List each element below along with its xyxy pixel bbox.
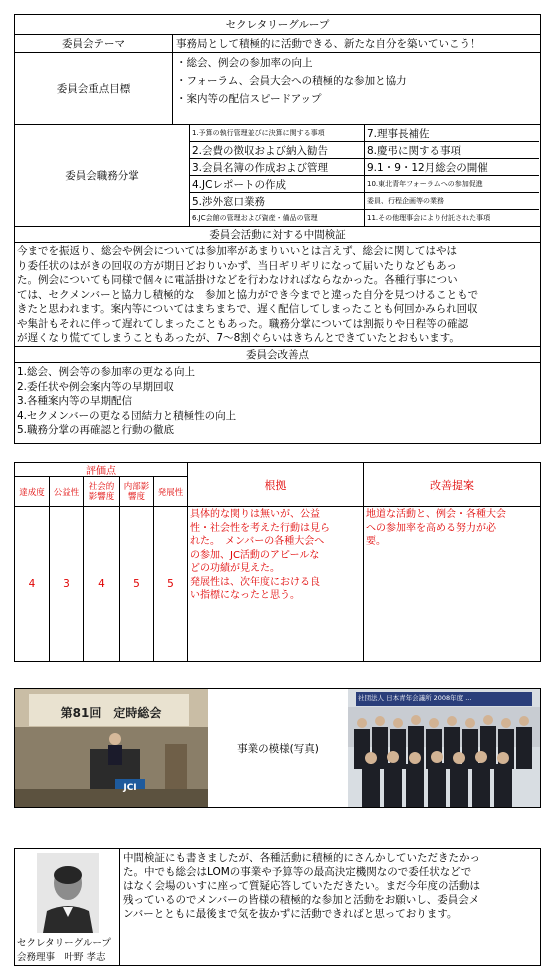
footer-line: 残っているのでメンバーの皆様の積極的な参加と活動をお願いし、委員会メ bbox=[123, 894, 480, 906]
goal-item: ・フォーラム、会員大会への積極的な参加と協力 bbox=[176, 75, 407, 87]
footer-message bbox=[121, 851, 540, 963]
duty-item: 7.理事長補佐 bbox=[365, 125, 539, 142]
duty-item: 委員、行程企画等の業務 bbox=[365, 193, 539, 210]
review-line: が遅くなり慌ててしまうこともあったが、7～8割ぐらいはきちんとできていたとおもいます。 bbox=[17, 332, 460, 344]
eval-header-social: 社会的影響度 bbox=[84, 477, 120, 507]
proposal-text bbox=[364, 507, 540, 661]
duty-item: 3.会員名簿の作成および管理 bbox=[190, 159, 365, 176]
review-line: や集計もそれに伴って遅れてしまったこともあった。職務分掌については割振りや日程等の確認 bbox=[17, 317, 469, 330]
duty-item: 9.1・9・12月総会の開催 bbox=[365, 159, 539, 176]
duty-item: 10.東北青年フォーラムへの参加促進 bbox=[365, 176, 539, 193]
duty-item: 11.その他理事会により付託された事項 bbox=[367, 214, 491, 222]
proposal-line: 要。 bbox=[366, 536, 386, 547]
photo-section bbox=[14, 688, 541, 808]
photo-banner-text: 第81回 定時総会 bbox=[60, 705, 162, 720]
basis-title: 根拠 bbox=[188, 463, 364, 507]
review-line: ては、セクメンバーと協力し積極的な 参加と協力ができ今までと違った自分を見つけることもで bbox=[17, 288, 479, 301]
photo-caption: 事業の模様(写真) bbox=[237, 742, 319, 755]
proposal-line: への参加率を高める努力が必 bbox=[366, 522, 496, 534]
duty-item: 2.会費の徴収および納入勧告 bbox=[190, 142, 365, 159]
portrait-caption-group: セクレタリーグループ bbox=[17, 938, 111, 949]
theme-label: 委員会テーマ bbox=[15, 35, 173, 53]
improve-title: 委員会改善点 bbox=[15, 347, 540, 363]
photo-general-meeting bbox=[15, 689, 208, 807]
duties-grid bbox=[190, 125, 540, 227]
theme-value: 事務局として積極的に活動できる、新たな自分を築いていこう！ bbox=[173, 35, 540, 53]
footer-line: ンバーとともに最後まで気を抜かずに活動できればと思っております。 bbox=[123, 908, 458, 920]
duties-label: 委員会職務分掌 bbox=[15, 125, 190, 227]
score-social: 4 bbox=[84, 507, 120, 661]
goal-item: ・総会、例会の参加率の向上 bbox=[176, 57, 313, 69]
footer-line: 中間検証にも書きましたが、各種活動に積極的にさんかしていただきたかっ bbox=[123, 852, 480, 864]
score-achievement: 4 bbox=[15, 507, 50, 661]
eval-header-public: 公益性 bbox=[50, 477, 84, 507]
duty-item: 5.渉外窓口業務 bbox=[190, 193, 365, 210]
improve-item: 5.職務分掌の再確認と行動の徹底 bbox=[17, 424, 175, 436]
proposal-title: 改善提案 bbox=[364, 463, 540, 507]
jci-logo: JCI bbox=[123, 783, 137, 793]
eval-header-growth: 発展性 bbox=[154, 477, 188, 507]
improve-item: 1.総会、例会等の参加率の更なる向上 bbox=[17, 366, 196, 378]
improve-item: 2.委任状や例会案内等の早期回収 bbox=[17, 380, 175, 393]
main-table bbox=[14, 14, 541, 444]
basis-line: れた。 メンバーの各種大会へ bbox=[190, 536, 325, 547]
improve-item: 4.セクメンバーの更なる団結力と積極性の向上 bbox=[17, 409, 237, 422]
footer-line: た。中でも総会はLOMの事業や予算等の最高決定機関なので委任状などで bbox=[123, 866, 472, 878]
duty-item: 1.予算の執行管理並びに決算に関する事項 bbox=[190, 125, 365, 142]
basis-line: 性・社会性を考えた行動は見ら bbox=[190, 522, 330, 534]
evaluation-table bbox=[14, 462, 541, 662]
score-public: 3 bbox=[50, 507, 84, 661]
duty-item: 6.JC会館の管理および資産・備品の管理 bbox=[190, 210, 365, 226]
goals-list bbox=[173, 53, 540, 125]
goals-label: 委員会重点目標 bbox=[15, 53, 173, 125]
score-internal: 5 bbox=[120, 507, 154, 661]
footer-section bbox=[14, 848, 541, 966]
basis-text bbox=[188, 507, 364, 661]
duty-item: 8.慶弔に関する事項 bbox=[365, 142, 539, 159]
review-line: り委任状のはがきの回収の方が期日どおりいかず、当日ギリギリになって届いたりなどもあっ bbox=[17, 259, 458, 272]
review-line: きたと思われます。案内等についてはまちまちで、遅く配信してしまったことも何回かみられ回収 bbox=[17, 303, 478, 315]
group-title: セクレタリーグループ bbox=[15, 15, 540, 35]
photo-group bbox=[348, 689, 540, 807]
eval-title: 評価点 bbox=[15, 463, 188, 477]
review-title: 委員会活動に対する中間検証 bbox=[15, 227, 540, 243]
proposal-line: 地道な活動と、例会・各種大会 bbox=[366, 509, 506, 520]
portrait-box bbox=[15, 849, 120, 965]
basis-line: い指標になったと思う。 bbox=[190, 590, 300, 601]
portrait-photo bbox=[37, 853, 99, 933]
basis-line: 具体的な関りは無いが、公益 bbox=[190, 509, 320, 520]
improve-item: 3.各種案内等の早期配信 bbox=[17, 395, 133, 407]
footer-line: はなく会場のいすに座って質疑応答していただきたい。まだ今年度の活動は bbox=[123, 880, 480, 892]
photo-banner-text: 社団法人 日本青年会議所 2008年度 ... bbox=[358, 694, 472, 702]
portrait-caption-name: 会務理事 叶野 孝志 bbox=[17, 952, 106, 963]
review-body bbox=[15, 243, 540, 347]
basis-line: どの功績が見えた。 bbox=[190, 563, 280, 574]
improve-list bbox=[15, 363, 540, 443]
score-growth: 5 bbox=[154, 507, 188, 661]
duty-item: 4.JCレポートの作成 bbox=[190, 176, 365, 193]
review-line: た。例会についても同様で個々に電話掛けなどを行わなければならなかった。各種行事につい bbox=[17, 274, 458, 286]
basis-line: 発展性は、次年度における良 bbox=[190, 576, 320, 588]
goal-item: ・案内等の配信スピードアップ bbox=[176, 93, 322, 105]
eval-header-internal: 内部影響度 bbox=[120, 477, 154, 507]
basis-line: の参加、JC活動のアピールな bbox=[190, 549, 320, 561]
review-line: 今までを振返り、総会や例会については参加率があまりいいとは言えず、総会に関してはやは bbox=[17, 245, 457, 257]
eval-header-achievement: 達成度 bbox=[15, 477, 50, 507]
